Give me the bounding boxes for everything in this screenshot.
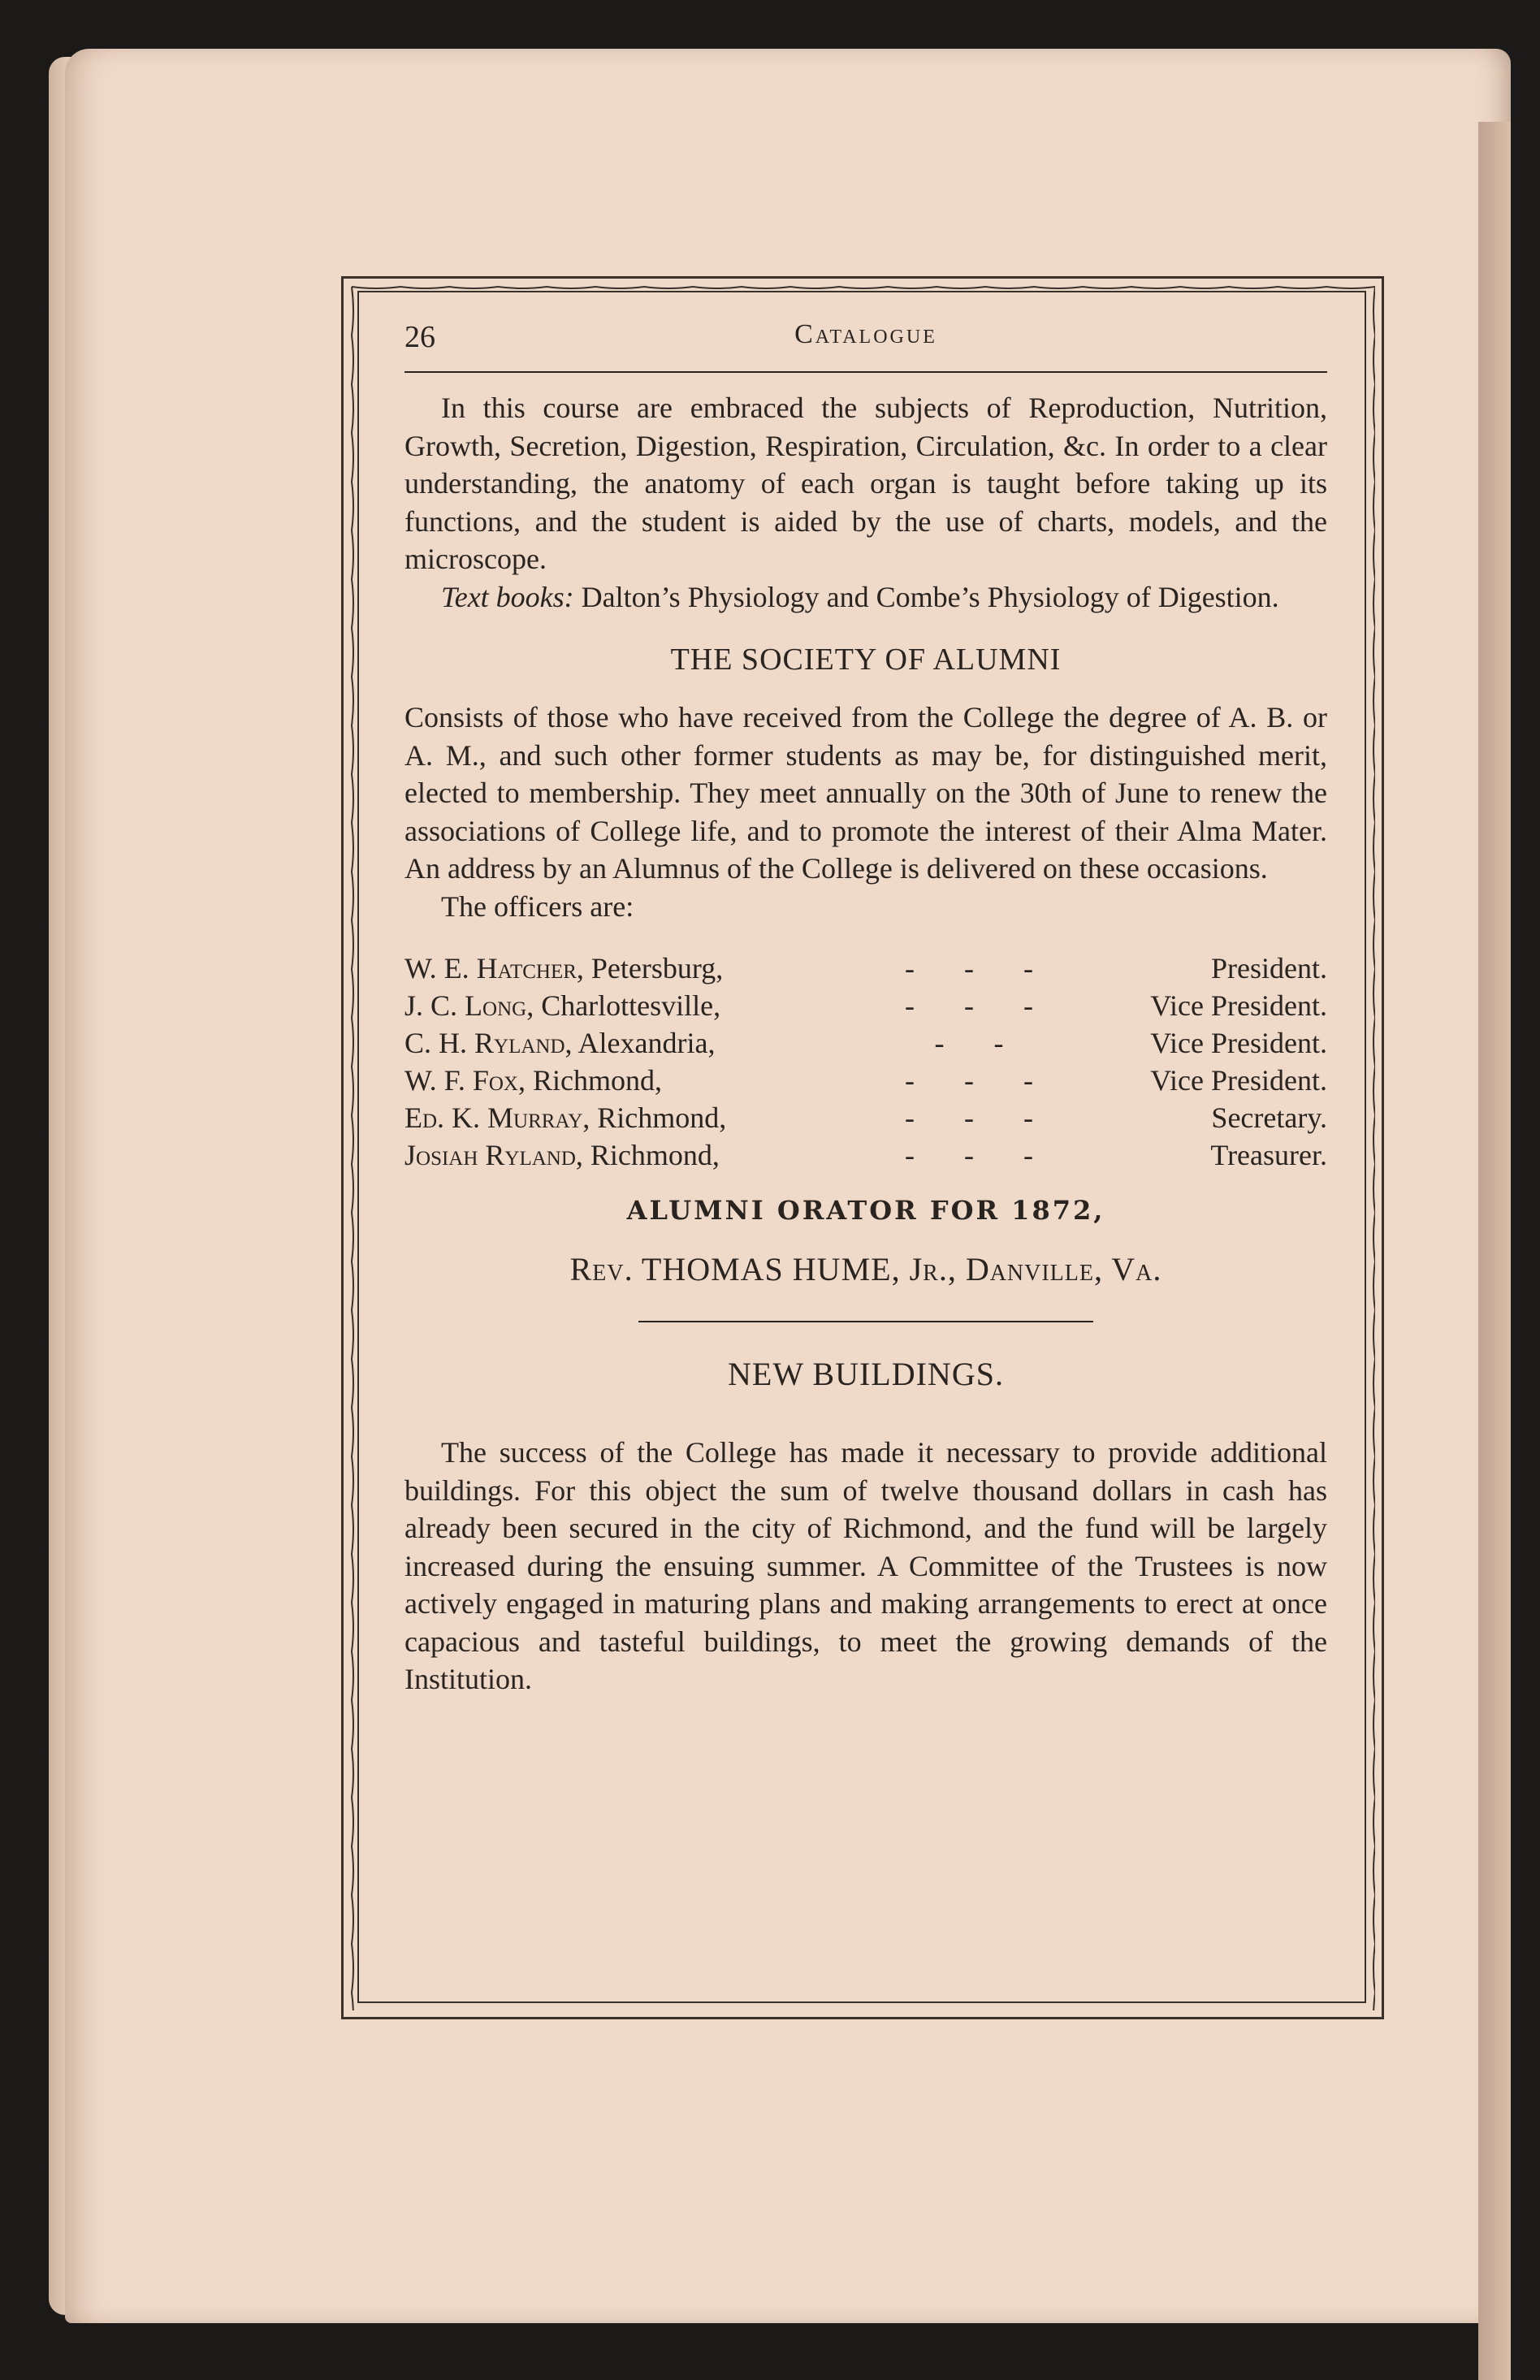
buildings-paragraph: The success of the College has made it necessary to provide additional buildings. For this object the sum of twelve thousand dollars in cash has already been secured in the city of Richmond, and the fund will be largely increased during the ensuing summer. A Committee of the Trustees is now actively engaged in maturing plans and making arrangements to erect at once capacious and tasteful buildings, to meet the growing demands of the Institution.: [404, 1436, 1327, 1695]
officer-row: C. H. Ryland, Alexandria, - - Vice President.: [404, 1024, 1327, 1062]
officer-place: Richmond,: [597, 1101, 727, 1134]
leader-dashes: - - -: [905, 952, 1054, 984]
officer-place: Petersburg,: [590, 952, 724, 984]
officer-place: Alexandria,: [578, 1027, 716, 1059]
officer-role: President.: [1211, 952, 1327, 984]
leader-dashes: - - -: [905, 1101, 1054, 1134]
officer-name: Ed. K. Murray: [404, 1101, 583, 1134]
officer-row: J. C. Long, Charlottesville, - - - Vice President.: [404, 987, 1327, 1024]
officer-row: W. F. Fox, Richmond, - - - Vice President.: [404, 1062, 1327, 1099]
officer-name: W. F. Fox: [404, 1064, 518, 1097]
leader-dashes: - - -: [905, 1064, 1054, 1097]
officers-list: [404, 950, 1327, 1174]
facing-page-edge: [1478, 122, 1511, 2380]
officer-name: Josiah Ryland: [404, 1139, 576, 1171]
officer-role: Treasurer.: [1210, 1139, 1327, 1171]
page-content: [404, 313, 1327, 1698]
officer-name: J. C. Long: [404, 989, 527, 1022]
orator-title: ALUMNI ORATOR FOR 1872,: [626, 1195, 1105, 1226]
page-number: 26: [404, 320, 435, 354]
orator-name: Rev. THOMAS HUME, Jr., Danville, Va.: [569, 1251, 1162, 1287]
header-rule: [404, 371, 1327, 373]
officer-role: Vice President.: [1150, 1027, 1327, 1059]
officers-intro: The officers are:: [441, 889, 634, 923]
officer-row: Josiah Ryland, Richmond, - - - Treasurer.: [404, 1136, 1327, 1174]
physiology-paragraph: In this course are embraced the subjects of Reproduction, Nutrition, Growth, Secretion, Digestion, Respiration, Circulation, &c. In order to a clear understanding, the anatomy of each organ is taught before taking up its functions, and the student is aided by the use of charts, models, and the microscope.: [404, 392, 1327, 575]
alumni-section-title: THE SOCIETY OF ALUMNI: [670, 643, 1062, 677]
officer-name: C. H. Ryland: [404, 1027, 565, 1059]
buildings-section-title: NEW BUILDINGS.: [728, 1356, 1004, 1392]
officer-place: Richmond,: [532, 1064, 662, 1097]
officer-row: W. E. Hatcher, Petersburg, - - - President.: [404, 950, 1327, 987]
leader-dashes: - -: [934, 1027, 1025, 1059]
textbooks-text: Dalton’s Physiology and Combe’s Physiology of Digestion.: [581, 580, 1279, 613]
officer-row: Ed. K. Murray, Richmond, - - - Secretary.: [404, 1099, 1327, 1136]
leader-dashes: - - -: [905, 1139, 1054, 1171]
running-title: Catalogue: [794, 319, 937, 349]
officer-name: W. E. Hatcher: [404, 952, 577, 984]
leader-dashes: - - -: [905, 989, 1054, 1022]
officer-place: Charlottesville,: [541, 989, 721, 1022]
officer-place: Richmond,: [590, 1139, 720, 1171]
officer-role: Vice President.: [1150, 1064, 1327, 1097]
alumni-paragraph: Consists of those who have received from the College the degree of A. B. or A. M., and such other former students as may be, for distinguished merit, elected to membership. They meet annually on the 30th of June to renew the associations of College life, and to promote the interest of their Alma Mater. An address by an Alumnus of the College is delivered on these occasions.: [404, 701, 1327, 885]
textbooks-line: [404, 578, 1327, 617]
section-divider: [638, 1321, 1093, 1322]
textbooks-label: Text books:: [441, 580, 574, 613]
officer-role: Vice President.: [1150, 989, 1327, 1022]
officer-role: Secretary.: [1211, 1101, 1327, 1134]
page-header: [404, 313, 1327, 361]
